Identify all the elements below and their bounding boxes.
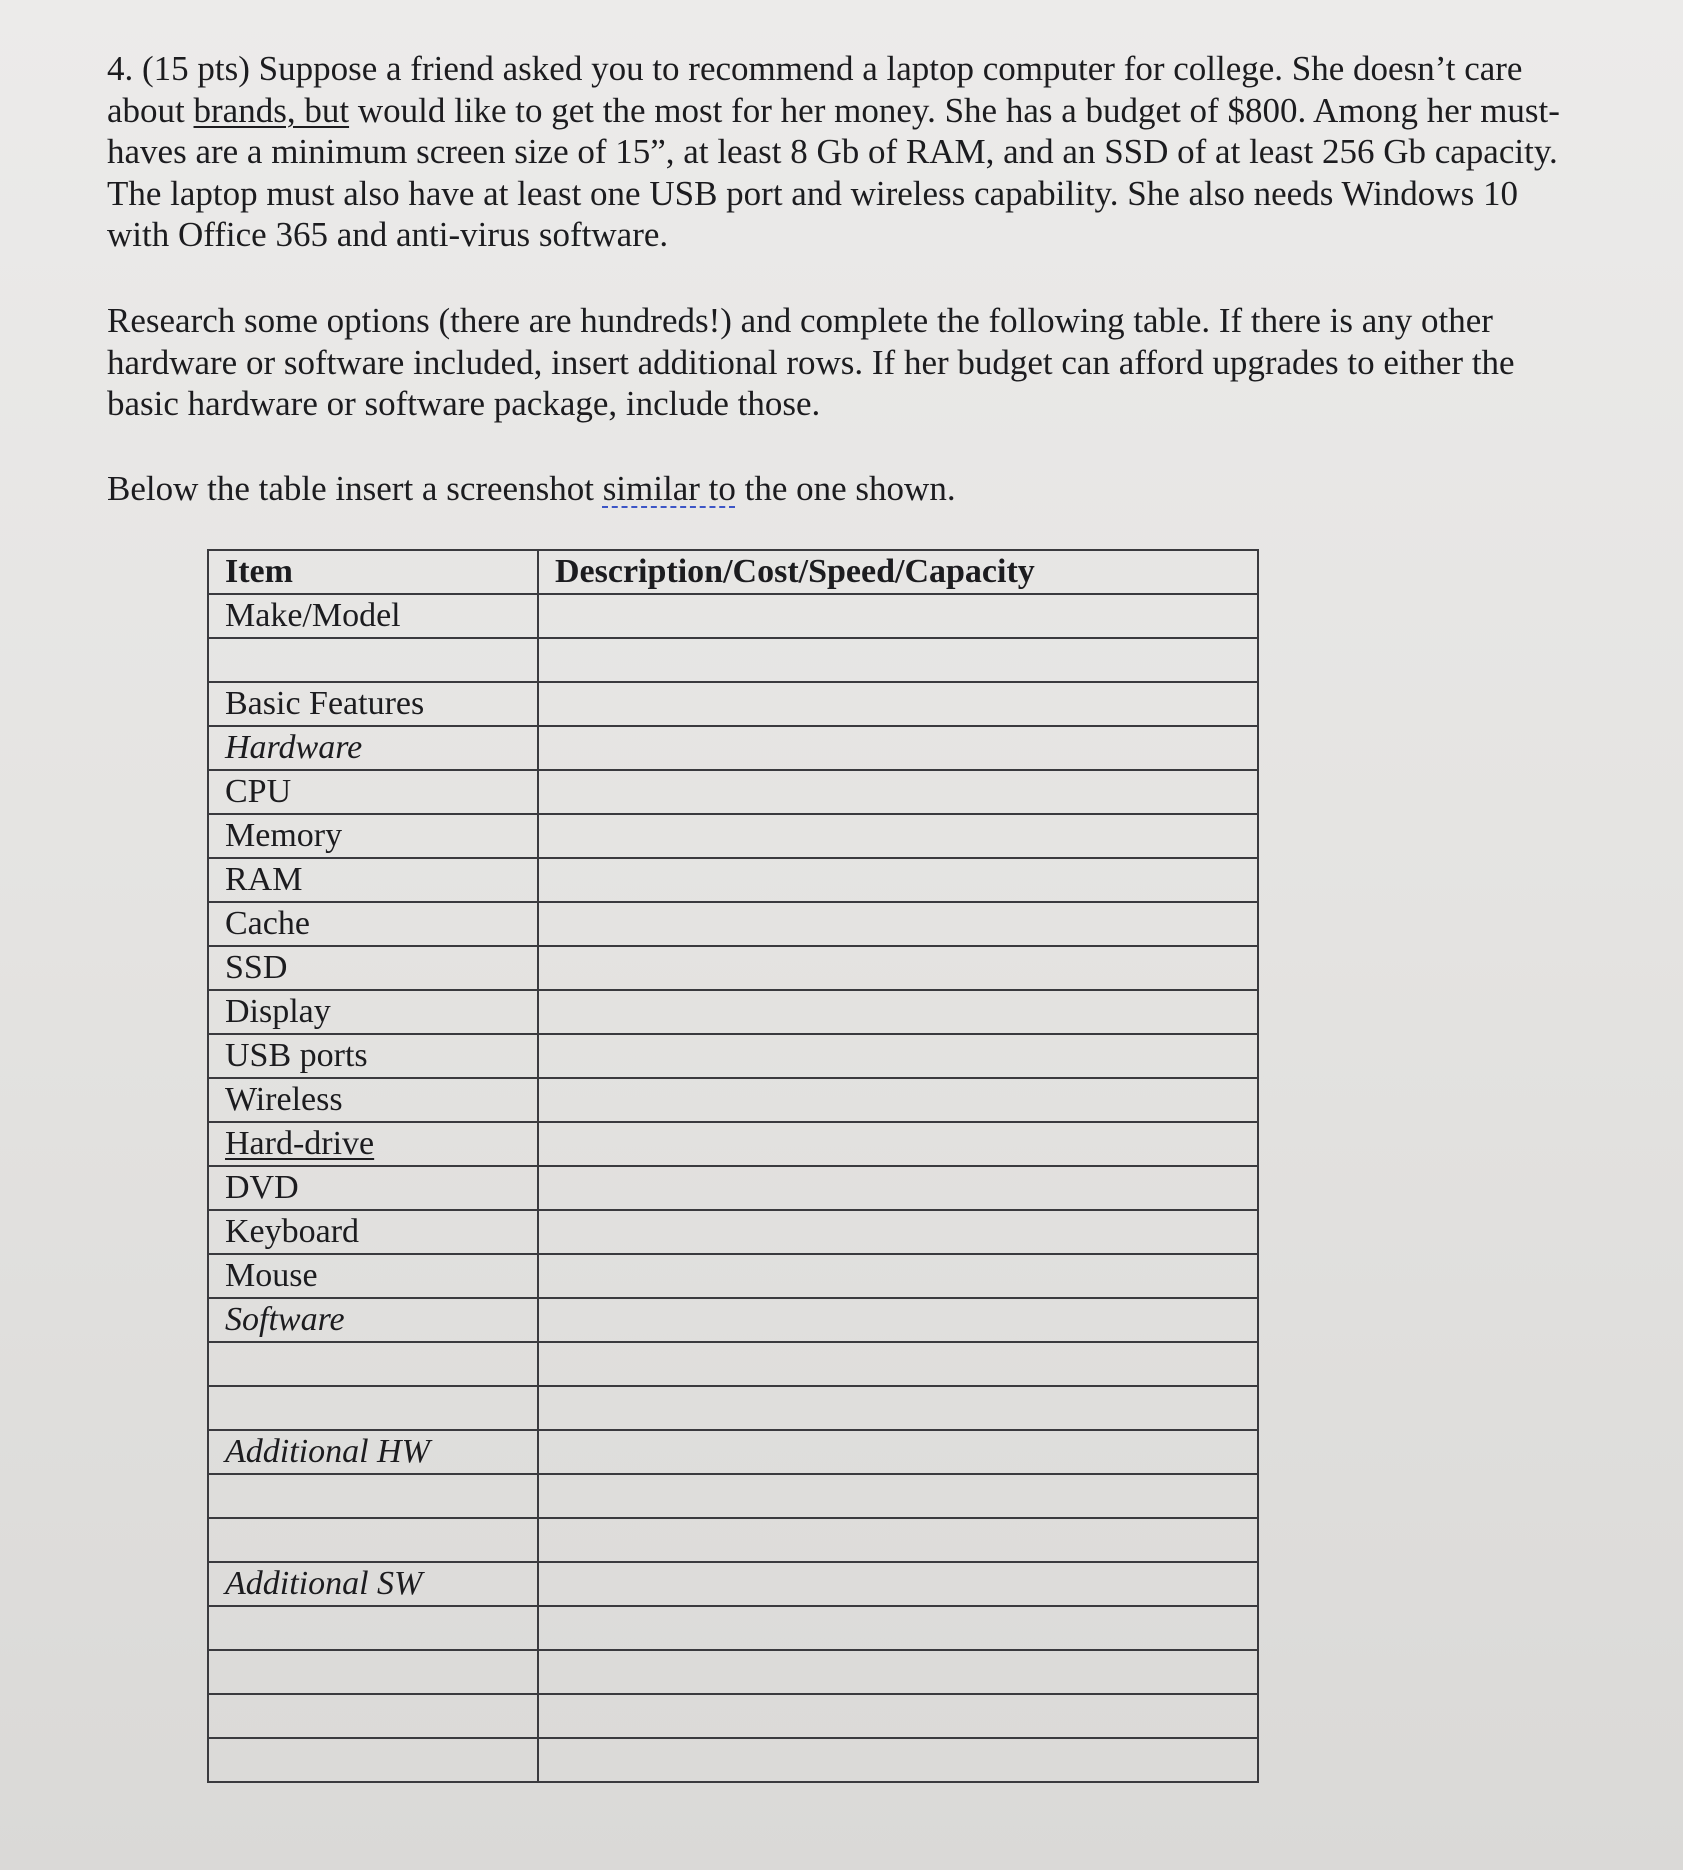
value-cell[interactable] [538,858,1258,902]
value-cell[interactable] [538,1650,1258,1694]
value-cell[interactable] [538,1518,1258,1562]
question-line-2-start: about [107,90,194,130]
row-label-blank [208,1386,538,1430]
instructions-line-1: Research some options (there are hundreds!) and complete the following table. If there is any other [107,301,1493,340]
row-label-ram: RAM [208,858,538,902]
question-paragraph [107,48,1647,256]
row-label-blank [208,1650,538,1694]
table-row [208,1254,1258,1298]
table-row [208,1078,1258,1122]
value-cell[interactable] [538,638,1258,682]
row-label-blank [208,1474,538,1518]
header-description: Description/Cost/Speed/Capacity [538,550,1258,594]
instructions-line-3: basic hardware or software package, include those. [107,384,821,423]
question-line-5: with Office 365 and anti-virus software. [107,215,669,254]
table-row [208,1650,1258,1694]
laptop-spec-table [207,549,1259,1783]
value-cell[interactable] [538,1078,1258,1122]
row-label-dvd: DVD [208,1166,538,1210]
table-row [208,594,1258,638]
value-cell[interactable] [538,770,1258,814]
value-cell[interactable] [538,990,1258,1034]
row-label-ssd: SSD [208,946,538,990]
row-label-keyboard: Keyboard [208,1210,538,1254]
table-header-row [208,550,1258,594]
row-label-make-model: Make/Model [208,594,538,638]
row-label-memory: Memory [208,814,538,858]
table-row [208,638,1258,682]
screenshot-instruction-start: Below the table insert a screenshot [107,469,603,508]
table-row [208,858,1258,902]
row-label-hard-drive [208,1122,538,1166]
table-row [208,814,1258,858]
value-cell[interactable] [538,1474,1258,1518]
question-line-2-end: would like to get the most for her money. She has a budget of $800. Among her must- [349,90,1560,130]
screenshot-instruction [107,468,1647,510]
row-label-cache: Cache [208,902,538,946]
row-label-basic-features: Basic Features [208,682,538,726]
value-cell[interactable] [538,1210,1258,1254]
table-row [208,1166,1258,1210]
table-row [208,990,1258,1034]
table-row [208,946,1258,990]
row-label-usb-ports: USB ports [208,1034,538,1078]
value-cell[interactable] [538,726,1258,770]
header-item: Item [208,550,538,594]
table-row [208,1122,1258,1166]
table-row [208,902,1258,946]
value-cell[interactable] [538,594,1258,638]
value-cell[interactable] [538,902,1258,946]
table-row [208,1562,1258,1606]
question-line-3: haves are a minimum screen size of 15”, at least 8 Gb of RAM, and an SSD of at least 256 Gb capacity. [107,132,1558,171]
row-label-cpu: CPU [208,770,538,814]
table-row [208,1474,1258,1518]
value-cell[interactable] [538,1342,1258,1386]
table-row [208,1518,1258,1562]
row-label-wireless: Wireless [208,1078,538,1122]
instructions-line-2: hardware or software included, insert additional rows. If her budget can afford upgrades to either the [107,342,1515,382]
grammar-flagged-phrase: similar to [602,469,736,508]
row-label-software: Software [208,1298,538,1342]
question-line-4: The laptop must also have at least one USB port and wireless capability. She also needs Windows 10 [107,173,1518,213]
row-label-blank [208,1518,538,1562]
hard-drive-text: Hard-drive [225,1125,375,1162]
row-label-display: Display [208,990,538,1034]
row-label-blank [208,638,538,682]
table-row [208,682,1258,726]
row-label-blank [208,1606,538,1650]
underlined-phrase: brands, but [193,90,350,130]
row-label-hardware: Hardware [208,726,538,770]
value-cell[interactable] [538,1606,1258,1650]
value-cell[interactable] [538,1034,1258,1078]
table-row [208,1386,1258,1430]
table-row [208,1034,1258,1078]
value-cell[interactable] [538,814,1258,858]
table-row [208,1606,1258,1650]
row-label-additional-hw: Additional HW [208,1430,538,1474]
value-cell[interactable] [538,1738,1258,1782]
table-row [208,1298,1258,1342]
table-row [208,770,1258,814]
row-label-blank [208,1342,538,1386]
table-row [208,726,1258,770]
value-cell[interactable] [538,1254,1258,1298]
value-cell[interactable] [538,1298,1258,1342]
table-row [208,1430,1258,1474]
question-line-1: 4. (15 pts) Suppose a friend asked you to recommend a laptop computer for college. She doesn’t care [107,49,1523,88]
row-label-blank [208,1738,538,1782]
row-label-blank [208,1694,538,1738]
table-row [208,1210,1258,1254]
table-row [208,1738,1258,1782]
value-cell[interactable] [538,1562,1258,1606]
instructions-paragraph [107,300,1647,425]
value-cell[interactable] [538,1694,1258,1738]
value-cell[interactable] [538,1122,1258,1166]
row-label-additional-sw: Additional SW [208,1562,538,1606]
value-cell[interactable] [538,682,1258,726]
table-row [208,1342,1258,1386]
value-cell[interactable] [538,1430,1258,1474]
value-cell[interactable] [538,1386,1258,1430]
value-cell[interactable] [538,1166,1258,1210]
row-label-mouse: Mouse [208,1254,538,1298]
value-cell[interactable] [538,946,1258,990]
table-row [208,1694,1258,1738]
screenshot-instruction-end: the one shown. [735,469,956,508]
